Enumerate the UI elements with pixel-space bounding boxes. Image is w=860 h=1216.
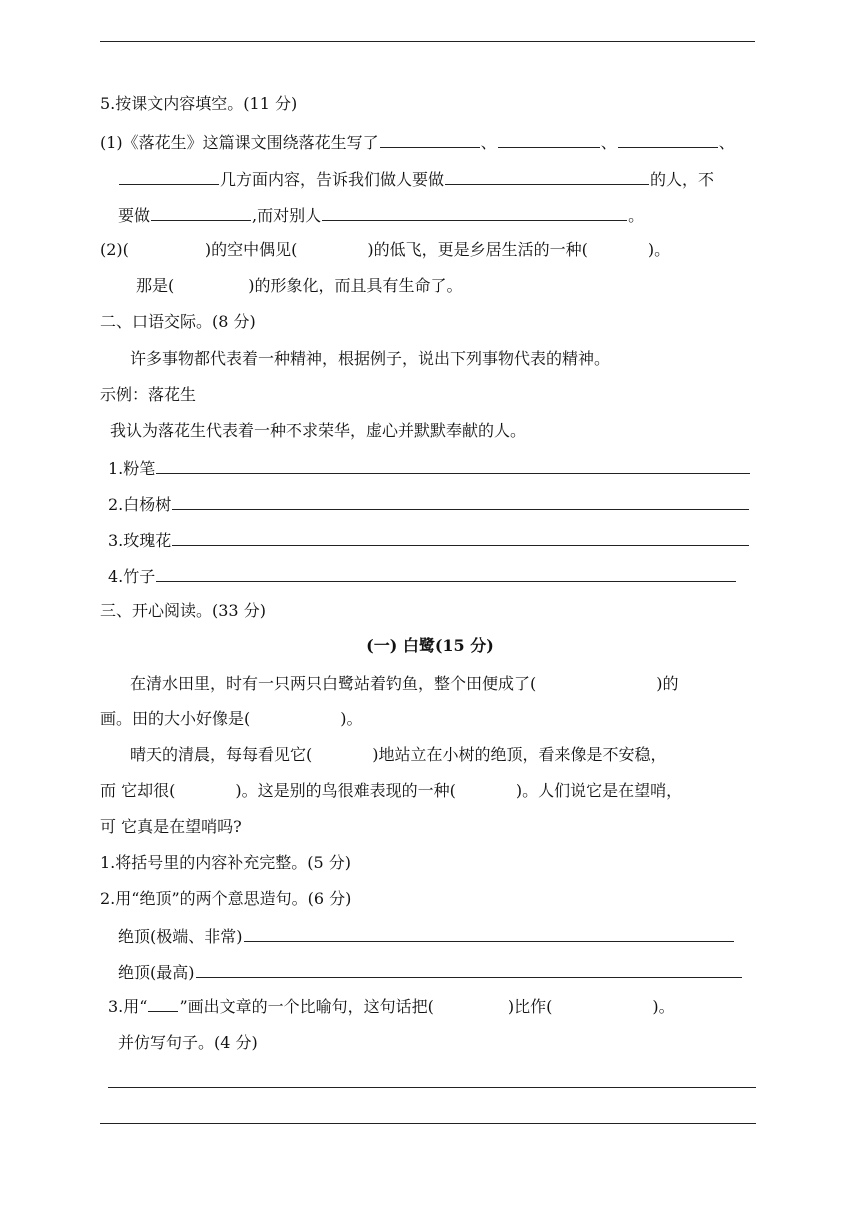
answer-line[interactable] (244, 925, 734, 942)
separator: 、 (480, 133, 497, 152)
s3-text-d: )。 (652, 997, 675, 1016)
q5-p1-text-e: ,而对别人 (252, 206, 322, 225)
q5-title: 5.按课文内容填空。(11 分) (100, 94, 298, 113)
oral-example-text: 我认为落花生代表着一种不求荣华，虚心并默默奉献的人。 (110, 421, 527, 440)
answer-blank[interactable] (119, 168, 219, 185)
answer-blank[interactable] (445, 168, 649, 185)
oral-intro: 许多事物都代表着一种精神，根据例子，说出下列事物代表的精神。 (130, 349, 611, 368)
oral-item (108, 529, 750, 551)
oral-item (108, 565, 737, 587)
answer-line[interactable] (172, 529, 749, 546)
q5-p1-text-b: 几方面内容，告诉我们做人要做 (220, 170, 445, 189)
oral-item (108, 457, 751, 479)
reading-subtitle: (一) 白鹭(15 分) (366, 636, 494, 655)
q5-part1-line1 (100, 131, 735, 153)
q5-part1-line3 (118, 204, 644, 226)
answer-blank[interactable] (380, 131, 480, 148)
q5-p2-text-f: )的形象化，而且具有生命了。 (248, 276, 463, 295)
oral-item-label: 1.粉笔 (108, 459, 156, 478)
underline-mark (148, 999, 178, 1012)
reading-para1-line2 (100, 709, 363, 731)
para1-text-d: )。 (340, 709, 363, 728)
q5-p2-text-b: )的空中偶见( (204, 240, 298, 259)
reading-title: 三、开心阅读。(33 分) (100, 601, 266, 620)
para2-text-a: 晴天的清晨，每每看见它( (130, 745, 313, 764)
answer-line[interactable] (196, 961, 742, 978)
q5-part1-line2 (118, 168, 714, 190)
para1-text-c: 画。田的大小好像是( (100, 709, 251, 728)
para2-text-c: 而 它却很( (100, 781, 176, 800)
reading-para2-line1 (130, 745, 667, 767)
oral-item (108, 493, 750, 515)
s2-a-label: 绝顶(极端、非常) (118, 927, 243, 946)
oral-title: 二、口语交际。(8 分) (100, 312, 256, 331)
answer-blank[interactable] (498, 131, 600, 148)
subquestion-3-line2: 并仿写句子。(4 分) (118, 1033, 258, 1052)
s3-text-b: ”画出文章的一个比喻句，这句话把( (179, 997, 434, 1016)
s3-text-c: )比作( (507, 997, 553, 1016)
q5-p1-text-f: 。 (628, 206, 645, 225)
answer-line[interactable] (172, 493, 749, 510)
reading-para1-line1 (130, 674, 679, 696)
subquestion-2: 2.用“绝顶”的两个意思造句。(6 分) (100, 889, 352, 908)
para2-text-b: )地站立在小树的绝顶，看来像是不安稳， (372, 745, 667, 764)
oral-item-label: 2.白杨树 (108, 495, 172, 514)
q5-p2-text-d: )。 (647, 240, 671, 259)
q5-part2-line2 (136, 276, 463, 298)
q5-p1-text-d: 要做 (118, 206, 151, 225)
para1-text-a: 在清水田里，时有一只两只白鹭站着钓鱼，整个田便成了( (130, 674, 537, 693)
reading-para2-line3: 可 它真是在望哨吗? (100, 817, 242, 836)
para2-text-d: )。这是别的鸟很难表现的一种( (235, 781, 456, 800)
subquestion-3-line1 (108, 997, 675, 1019)
oral-item-label: 3.玫瑰花 (108, 531, 172, 550)
q5-p1-text-c: 的人，不 (650, 170, 715, 189)
q5-part2-line1 (100, 240, 670, 262)
q5-p1-text-a: (1)《落花生》这篇课文围绕落花生写了 (100, 133, 379, 152)
top-rule (100, 41, 755, 42)
subquestion-1: 1.将括号里的内容补充完整。(5 分) (100, 853, 352, 872)
bottom-rule (100, 1123, 756, 1124)
answer-line[interactable] (156, 457, 750, 474)
para1-text-b: )的 (656, 674, 679, 693)
para2-text-e: )。人们说它是在望哨， (515, 781, 683, 800)
answer-blank[interactable] (151, 204, 251, 221)
separator: 、 (600, 133, 617, 152)
reading-para2-line2 (100, 781, 682, 803)
q5-p2-text-a: (2)( (100, 240, 129, 259)
oral-example-label: 示例：落花生 (100, 385, 197, 404)
s3-text-a: 3.用“ (108, 997, 148, 1016)
oral-item-label: 4.竹子 (108, 567, 156, 586)
answer-line[interactable] (108, 1087, 756, 1088)
answer-line[interactable] (156, 565, 736, 582)
s2-b-label: 绝顶(最高) (118, 963, 195, 982)
subquestion-2-b (118, 961, 743, 983)
q5-p2-text-c: )的低飞，更是乡居生活的一种( (367, 240, 588, 259)
answer-blank[interactable] (322, 204, 627, 221)
subquestion-2-a (118, 925, 735, 947)
answer-blank[interactable] (618, 131, 718, 148)
q5-p2-text-e: 那是( (136, 276, 175, 295)
separator: 、 (718, 133, 735, 152)
